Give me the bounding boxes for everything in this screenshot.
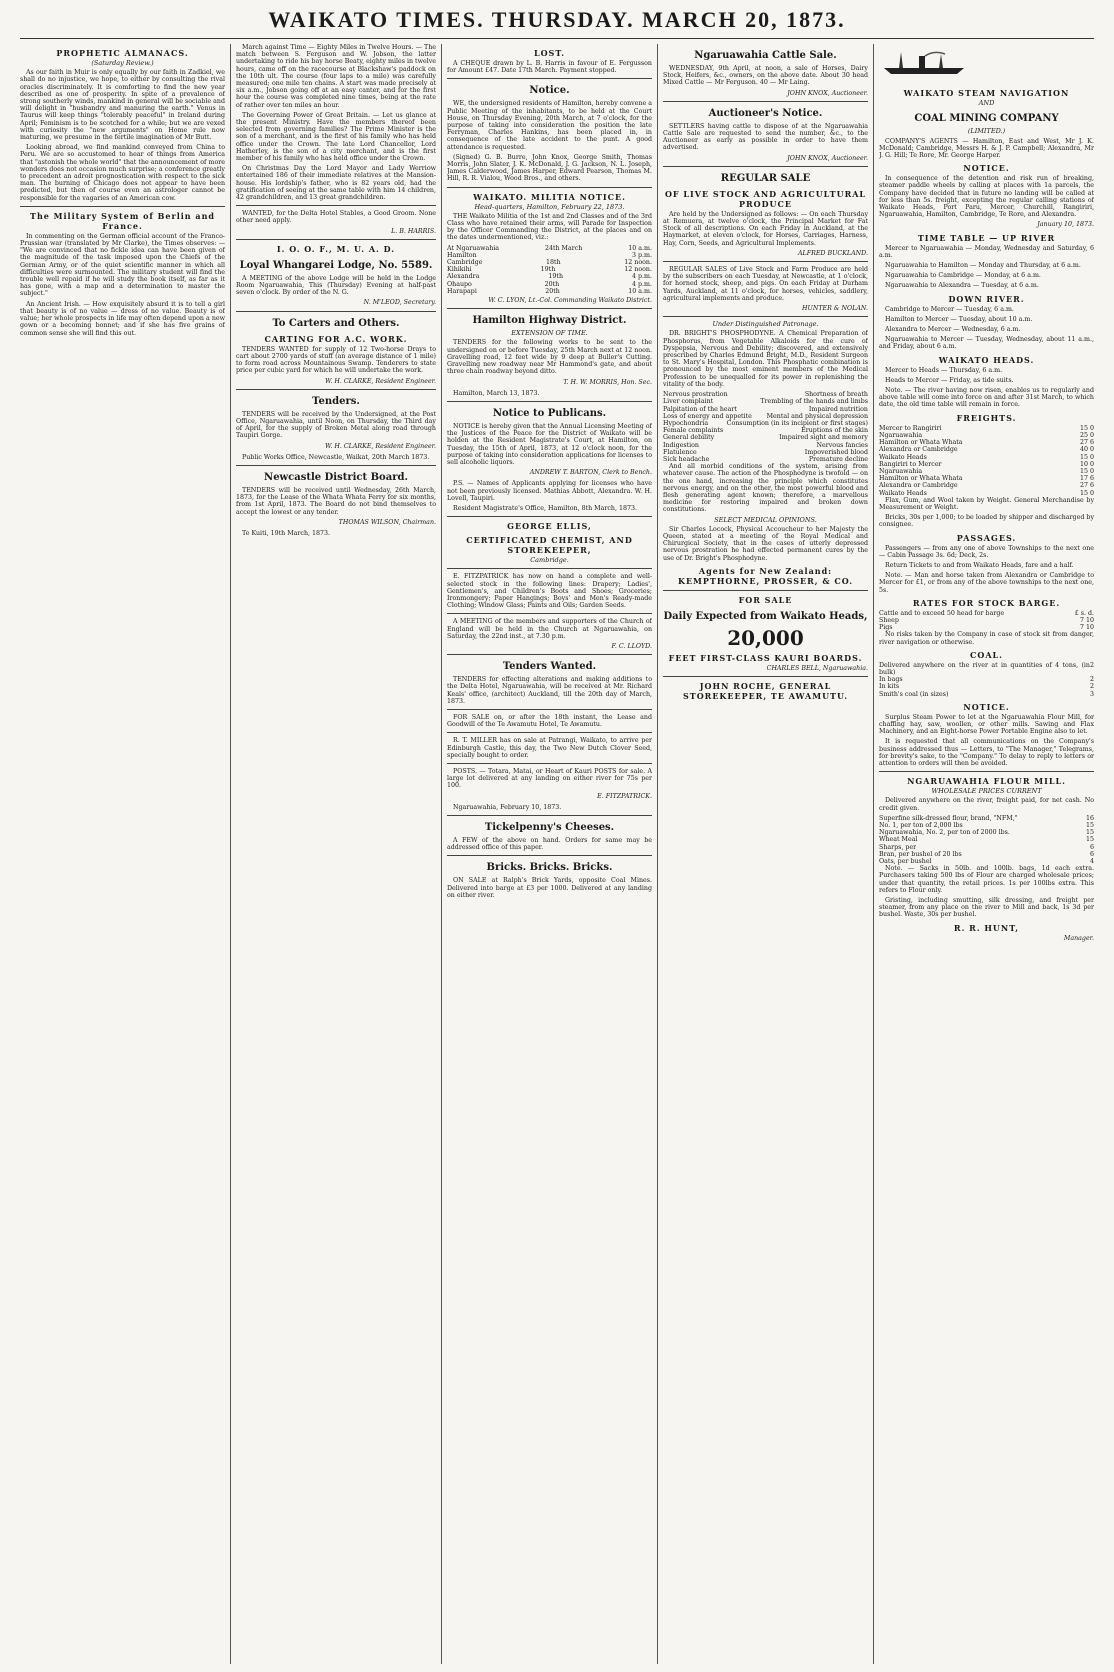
ad-heading: Tenders. [312,395,360,407]
ad-signature: JOHN ROCHE, GENERAL STOREKEEPER, TE AWAMUTU. [682,680,849,701]
list-item: Hamilton to Mercer — Tuesday, about 10 a.m. [885,315,1033,323]
divider [663,261,868,262]
ad-body: FOR SALE on, or after the 18th instant, the Lease and Goodwill of the Te Awamutu Hotel, Te Awamutu. [447,713,652,729]
ad-note: It is requested that all communications on the Company's business addressed thus — Letters, to "The Manager," Telegrams, for brevity's sake, to the "Company." To delay to reply to letters or attention to orders will then be avoided. [879,738,1094,767]
ad-body: E. FITZPATRICK has now on hand a complete and well-selected stock in the following lines: Drapery; Ladies', Gentlemen's, and Children's Boots and Shoes; Groceries; Ironmongery; Paper Hangings; Boys' and Men's Ready-made Clothing; Window Glass; Paints and Oils; Garden Seeds. [447,573,652,610]
table-row: In kits 2 [879,683,1094,691]
divider [663,166,868,167]
table-row: Hamilton 3 p.m. [447,251,652,259]
ad-heading: RATES FOR STOCK BARGE. [912,597,1061,608]
ad-signature: ALFRED BUCKLAND. [797,249,868,257]
divider [663,316,868,317]
article-heading: PROPHETIC ALMANACS. [56,48,189,58]
table-row: Wheat Meal 15 [879,836,1094,844]
coal-table [879,662,1094,698]
ad-title: CERTIFICATED CHEMIST, AND STOREKEEPER, [466,535,633,556]
list-item: Heads to Mercer — Friday, as tide suits. [885,376,1014,384]
ad-signature: F. C. LLOYD. [611,642,652,650]
ad-heading: WAIKATO HEADS. [938,354,1035,365]
ad-heading: REGULAR SALE [720,172,811,184]
table-row: Hamilton or Whata Whata 27 6 [879,439,1094,447]
column-5 [879,44,1094,1664]
divider [447,568,652,569]
table-row: Delivered anywhere on the river at in quantities of 4 tons, (in bulk) 2 [879,661,1094,676]
ad-subheading: OF LIVE STOCK AND AGRICULTURAL PRODUCE [664,188,867,209]
ad-title: Daily Expected from Waikato Heads, [663,610,868,622]
ad-heading: Newcastle District Board. [264,471,408,483]
table-row: Rangiriri to Mercer 10 0 [879,460,1094,468]
list-item: Ngaruawahia to Hamilton — Monday and Thursday, at 6 a.m. [885,262,1081,270]
ad-signature: ANDREW T. BARTON, Clerk to Bench. [529,469,652,477]
ad-heading: Tickelpenny's Cheeses. [484,822,615,834]
divider [447,654,652,655]
ad-signature: W. H. CLARKE, Resident Engineer. [324,442,436,450]
divider [236,239,436,240]
ad-body: TENDERS will be received by the Undersigned, at the Post Office, Ngaruawahia, until Noon, on Thursday, the Third day of April, for the supply of Broken Metal along road through Taupiri Gorge. [236,410,436,440]
ad-body: A FEW of the above on hand. Orders for same may be addressed office of this paper. [447,837,652,852]
masthead: WAIKATO TIMES. THURSDAY. MARCH 20, 1873. [268,7,846,32]
table-row: Bran, per bushel of 20 lbs 6 [879,850,1094,858]
ad-heading: DOWN RIVER. [948,293,1025,304]
table-row: Cambridge 18th 12 noon. [447,259,652,267]
table-row: Alexandra or Cambridge 27 6 [879,482,1094,490]
ad-note: Bricks, 30s per 1,000; to be loaded by shipper and discharged by consignee. [879,514,1094,529]
table-row: Mercer to Rangiriri 15 0 [879,424,1094,432]
ad-body: Delivered anywhere on the river, freight paid, for net cash. No credit given. [879,797,1094,812]
ad-heading: Ngaruawahia Cattle Sale. [694,50,837,61]
table-row: Ohaupo 20th 4 p.m. [447,280,652,288]
table-row: Ngaruawahia 25 0 [879,431,1094,439]
ad-heading: PASSAGES. [956,532,1017,543]
ad-note: Note. — Man and horse taken from Alexandra or Cambridge to Mercer for £1, or from any of the above townships to the next one, 5s. [879,572,1094,594]
ad-dateline: January 10, 1873. [1037,221,1094,229]
table-row: Harapapi 20th 10 a.m. [447,287,652,295]
ad-body: TENDERS WANTED for supply of 12 Two-horse Drays to cart about 2700 yards of stuff (an average distance of 1 mile) to form road across Mountainous Swamp. Tenderers to state price per cubic yard for which he will undertake the work. [236,345,436,375]
column-divider [230,44,231,1664]
ad-heading: NOTICE. [963,163,1010,174]
divider [236,465,436,466]
table-row: Alexandra or Cambridge 40 0 [879,446,1094,454]
ad-subheading: Cambridge. [530,556,569,565]
ad-heading: Notice. [529,85,570,97]
divider [663,676,868,677]
divider [879,771,1094,772]
column-1 [20,44,225,1664]
ad-body: Passengers — from any one of above Townships to the next one — Cabin Passage 3s. 6d; Deck, 2s. [879,544,1094,559]
ad-body: A CHEQUE drawn by L. B. Harris in favour of E. Fergusson for Amount £47. Date 17th March. Payment stopped. [447,60,652,75]
ad-body: TENDERS will be received until Wednesday, 26th March, 1873, for the Lease of the Whata Whata Ferry for six months, from 1st April, 1873. The Board do not bind themselves to accept the lowest or any tender. [236,486,436,516]
freight-table [879,425,1094,497]
symptom-list [663,391,868,463]
divider [447,308,652,309]
ad-body: WEDNESDAY, 9th April, at noon, a sale of Horses, Dairy Stock, Heifers, &c., owners, on the above date. About 30 head Mixed Cattle — Mr Ferguson. 40 — Mr Laing. [663,65,868,87]
columns [20,44,1094,1664]
table-row: Hamilton or Whata Whata 17 6 [879,475,1094,483]
company-name: AND [978,99,995,108]
article-paragraph: An Ancient Irish. — How exquisitely absurd it is to tell a girl that beauty is of no value — dress of no value. Beauty is of value; her whole prospects in life may often depend upon a new gown or a becoming bonnet; and if she has five grains of common sense she will find this out. [20,300,225,337]
table-row: Waikato Heads 15 0 [879,453,1094,461]
ad-body: A MEETING of the members and supporters of the Church of England will be held in the Church at Ngaruawahia, on Saturday, the 22nd inst., at 7.30 p.m. [447,618,652,640]
company-name: COAL MINING COMPANY [914,113,1059,125]
ad-body: COMPANY'S AGENTS — Hamilton, East and West, Mr J. K. McDonald; Cambridge, Messrs H. & J. P. Campbell; Alexandra, Mr J. G. Hill; Te Rore, Mr. George Harper. [879,137,1094,160]
table-row: In bags 2 [879,676,1094,684]
ad-title: Loyal Whangarei Lodge, No. 5589. [239,259,433,271]
ad-heading: To Carters and Others. [272,317,400,329]
list-item: Palpitation of the heart Impaired nutrition [663,405,868,413]
divider [236,389,436,390]
ad-signature: JOHN KNOX, Auctioneer. [787,154,868,162]
ad-heading: FOR SALE [738,594,793,605]
ad-heading: NGARUAWAHIA FLOUR MILL. [907,776,1066,787]
ad-subheading: FEET FIRST-CLASS KAURI BOARDS. [668,652,863,663]
column-3 [447,44,652,1664]
ad-agents: Agents for New Zealand: KEMPTHORNE, PROSSER, & CO. [677,565,854,586]
ad-body: And all morbid conditions of the system, arising from whatever cause. The action of the Phosphodyne is twofold — on the one hand, increasing the principle which constitutes nervous energy, and on the other, the most powerful blood and flesh generating agent known; therefore, a marvellous medicine for restoring impaired and broken down constitutions. [663,463,868,514]
ad-body: NOTICE is hereby given that the Annual Licensing Meeting of the Justices of the Peace for the District of Waikato will be holden at the Resident Magistrate's Court, at Hamilton, on Tuesday, the 15th of April, 1873, at 12 o'clock noon, for the purpose of taking into consideration applications for licenses to sell alcoholic liquors. [447,422,652,466]
article-heading: The Military System of Berlin and France. [29,210,215,231]
militia-table [447,245,652,295]
ad-body: WE, the undersigned residents of Hamilton, hereby convene a Public Meeting of the inhabitants, to be held at the Court House, on Thursday Evening, 20th March, at 7 o'clock, for the purpose of taking into consideration the position the late Ferryman, Charles Hankins, has been placed in, in consequence of the late accident to the punt. A good attendance is requested. [447,100,652,151]
ad-note: Gristing, including smutting, silk dressing, and freight per steamer, from any place on the river to Mill and back, 1s 3d per bushel. Waste, 30s per bushel. [879,897,1094,919]
ad-heading: Notice to Publicans. [492,407,607,419]
table-row: Smith's coal (in sizes) 3 [879,690,1094,698]
ad-body: TENDERS for effecting alterations and making additions to the Delta Hotel, Ngaruawahia, will be received at Mr. Richard Keals' office, (architect) Auckland, till the 20th day of March, 1873. [447,676,652,705]
table-row: Cattle and to exceed 50 head for barge £ s. d. [879,609,1094,617]
company-name: (LIMITED.) [967,127,1006,136]
ad-dateline: Hamilton, March 13, 1873. [453,389,540,397]
divider [447,78,652,79]
column-divider [873,44,874,1664]
ad-heading: TIME TABLE — UP RIVER [917,232,1056,243]
divider [447,815,652,816]
table-row: Pigs 7 10 [879,624,1094,632]
ad-heading: LOST. [533,48,566,58]
table-row: Kihikihi 19th 12 noon. [447,266,652,274]
article-paragraph: As our faith in Muir is only equally by our faith in Zadkiel, we shall do no injustice, we hope, to either by consulting the rival oracles discriminately. It is comforting to find the new year described as one of prosperity. In spite of a prevalence of strong southerly winds, mankind in general will be sociable and will delight in "husbandry and manuring the earth." Venus in Taurus will keep things "tolerably peaceful" in Ireland during April; Feminism is to be scotched for a while; but we are vexed with curiosity the "new arguments" on Home rule now maturing, we presume in the fertile imagination of Mr Butt. [20,69,225,142]
column-2 [236,44,436,1664]
ad-dateline: Te Kuiti, 19th March, 1873. [242,529,331,537]
ad-signature-role: Manager. [1063,934,1094,942]
divider [447,187,652,188]
list-item: Ngaruawahia to Cambridge — Monday, at 6 a.m. [885,272,1041,280]
column-divider [657,44,658,1664]
list-item: Indigestion Nervous fancies [663,441,868,449]
ad-heading: FREIGHTS. [956,412,1017,423]
ad-subheading: WHOLESALE PRICES CURRENT [931,787,1042,796]
column-divider [441,44,442,1664]
table-row: Ngaruawahia, No. 2, per ton of 2000 lbs. 15 [879,829,1094,837]
ad-body: ON SALE at Ralph's Brick Yards, opposite Coal Mines. Delivered into barge at £3 per 1000. Delivered at any landing on either river. [447,877,652,899]
ad-heading: Tenders Wanted. [502,661,597,673]
table-row: Waikato Heads 15 0 [879,489,1094,497]
list-item: Female complaints Eruptions of the skin [663,427,868,435]
table-row: Superfine silk-dressed flour, brand, "NFM," 16 [879,814,1094,822]
table-row: Oats, per bushel 4 [879,858,1094,866]
table-row: Alexandra 19th 4 p.m. [447,273,652,281]
list-item: Loss of energy and appetite Mental and physical depression [663,412,868,420]
list-item: Ngaruawahia to Mercer — Tuesday, Wednesday, about 11 a.m., and Friday, about 6 a.m. [879,336,1094,351]
ad-signature: N. M'LEOD, Secretary. [363,299,436,307]
list-item: Mercer to Ngaruawahia — Monday, Wednesday and Saturday, 6 a.m. [879,244,1094,259]
ad-body: REGULAR SALES of Live Stock and Farm Produce are held by the subscribers on each Tuesday, at Newcastle, at 1 o'clock, for horned stock, sheep, and pigs. On each Friday at Durham Yards, Auckland, at 11 o'clock, for horses, vehicles, saddlery, agricultural implements and produce. [663,266,868,302]
ad-signature: JOHN KNOX, Auctioneer. [787,89,868,97]
ad-subheading: Under Distinguished Patronage. [712,320,819,329]
column-4 [663,44,868,1664]
masthead-rule [20,38,1094,39]
ad-body: TENDERS for the following works to be sent to the undersigned on or before Tuesday, 25th March next at 12 noon. Gravelling road, 12 feet wide by 9 deep at Buller's Cutting. Gravelling new roadway near Mr Hammond's gate, and about three chain roadway beyond ditto. [447,339,652,376]
ad-body: DR. BRIGHT'S PHOSPHODYNE. A Chemical Preparation of Phosphorus, from Vegetable Alkaloids for the cure of Dyspepsia, Nervous and Debility; discovered, and extensively prescribed by Charles Edmund Bright, M.D., Resident Surgeon to St. Mary's Hospital, London. This Phosphatic combination is pronounced by the most eminent members of the Medical Profession to be unequalled for its power in replenishing the vitality of the body. [663,330,868,388]
article-paragraph: March against Time — Eighty Miles in Twelve Hours. — The match between S. Ferguson and W. Jobson, the latter undertaking to ride his bay horse Beaty, eighty miles in twelve hours, came off on the racecourse at Blackshaw's paddock on the 10th ult. The course (four laps to a mile) was carefully measured; one mile ten chains. A start was made precisely at six a.m., Jobson going off at an easy canter, and for the first hour the course was completed nine times, being at the rate of rather over ten miles an hour. [236,44,436,109]
ad-dateline: Resident Magistrate's Office, Hamilton, 8th March, 1873. [453,504,637,512]
divider [447,763,652,764]
table-row: Ngaruawahia 15 0 [879,467,1094,475]
ad-signature: E. FITZPATRICK. [597,792,652,800]
ad-body: POSTS. — Totara, Matai, or Heart of Kauri POSTS for sale. A large lot delivered at any landing on either river for 75s per 100. [447,768,652,790]
article-subheading: (Saturday Review.) [91,59,154,67]
ad-heading: Hamilton Highway District. [472,315,627,327]
divider [663,101,868,102]
ad-subheading: EXTENSION OF TIME. [511,329,588,338]
ad-heading: WAIKATO. MILITIA NOTICE. [473,191,626,202]
ad-signature: HUNTER & NOLAN. [802,305,868,313]
divider [663,590,868,591]
table-row: No. 1, per ton of 2,000 lbs 15 [879,822,1094,830]
list-item: General debility Impaired sight and memory [663,434,868,442]
ad-signature: CHARLES BELL, Ngaruawahia. [766,664,868,672]
list-item: Liver complaint Trembling of the hands and limbs [663,398,868,406]
ad-body: THE Waikato Militia of the 1st and 2nd Classes and of the 3rd Class who have retained their arms, will Parade for Inspection by the Officer Commanding the District, at the places and on the dates undermentioned, viz.: [447,212,652,242]
ad-subheading: Head-quarters, Hamilton, February 22, 1873. [474,202,625,211]
list-item: Ngaruawahia to Alexandra — Tuesday, at 6 a.m. [885,282,1039,290]
ad-note: Return Tickets to and from Waikato Heads, fare and a half. [885,561,1074,569]
article-paragraph: In commenting on the German official account of the Franco-Prussian war (translated by Mr Clarke), the Times observes: — "We are convinced that no fickle idea can have been given of the magnitude of the task imposed upon the Chiefs of the German Army, or of the quiet scientific manner in which all difficulties were surmounted. The military student will find the trouble well repaid if he will study the book itself, as far as it has gone, with a map and a determination to master the subject." [20,232,225,298]
ad-signature: R. R. HUNT, [953,922,1020,933]
ad-note: No risks taken by the Company in case of stock sit from danger, river navigation or otherwise. [879,631,1094,646]
table-row: Sheep 7 10 [879,616,1094,624]
divider [236,311,436,312]
ad-body: A MEETING of the above Lodge will be held in the Lodge Room Ngaruawahia, This (Thursday) Evening at half-past seven o'clock. By order of the N. G. [236,274,436,297]
list-item: Mercer to Heads — Thursday, 6 a.m. [885,366,1003,374]
divider [447,732,652,733]
ad-body: WANTED, for the Delta Hotel Stables, a Good Groom. None other need apply. [236,210,436,225]
ad-signature: W. H. CLARKE, Resident Engineer. [324,377,436,385]
list-item: Alexandra to Mercer — Wednesday, 6 a.m. [885,326,1021,334]
ad-signature: L. B. HARRIS. [391,227,436,235]
ad-note: Note. — Sacks in 50lb. and 100lb. bags, 1d each extra. Purchasers taking 500 lbs of Flour are charged wholesale prices; under that quantity, the retail prices. 1s per 100lbs extra. This refers to Flour only. [879,865,1094,894]
article-paragraph: On Christmas Day the Lord Mayor and Lady Werriow entertained 186 of their immediate relatives at the Mansion-house. His lordship's father, who is 82 years old, had the gratification of seeing at the same table with him 14 children, 42 grandchildren, and 13 great grandchildren. [236,165,436,202]
ad-note: Flax, Gum, and Wool taken by Weight. General Merchandise by Measurement or Weight. [879,496,1094,511]
ad-heading: COAL. [970,649,1003,660]
divider [447,613,652,614]
divider [447,855,652,856]
table-row: Sharps, per 6 [879,843,1094,851]
article-paragraph: The Governing Power of Great Britain. — Let us glance at the present Ministry. Have the members thereof been selected from governing families? The Prime Minister is the son of a merchant, and is the first of his family who has held office under the Crown. The late Lord Chancellor, Lord Hatherley, is the son of a city merchant, and is the first member of his family who has held office under the Crown. [236,111,436,163]
ad-note: Note. — The river having now risen, enables us to regularly and above table will come into force on and after 31st March, to which date, the old time table will remain in force. [879,387,1094,409]
steamship-icon [879,50,969,76]
ad-heading: NOTICE. [963,701,1010,712]
ad-signatories: (Signed) G. B. Burre, John Knox, George Smith, Thomas Morris, John Slater, J. K. McDonald, J. G. Jackson, N. L. Joseph, James Calderwood, James Harper, Edward Pearson, Thomas M. Hill, R. R. Vialou, Wood Bros., and others. [447,153,652,183]
list-item: Nervous prostration Shortness of breath [663,391,868,399]
ad-heading: I. O. O. F., M. U. A. D. [276,243,396,254]
ad-heading: Bricks. Bricks. Bricks. [486,862,613,874]
ad-heading: Auctioneer's Notice. [708,107,823,119]
ad-dateline: Public Works Office, Newcastle, Waikat, 20th March 1873. [242,453,430,461]
divider [20,206,225,207]
ad-subheading: SELECT MEDICAL OPINIONS. [714,515,817,524]
ad-body: Surplus Steam Power to let at the Ngaruawahia Flour Mill, for chaffing hay, saw, woollen, or other mills. Sawing and Flax Machinery, and an Eight-horse Power Portable Engine also to let. [879,713,1094,736]
ad-signature: W. C. LYON, Lt.-Col. Commanding Waikato District. [488,297,652,305]
article-paragraph: Looking abroad, we find mankind conveyed from China to Peru. We are so accustomed to hear of things from America that "astonish the whole world" that the announcement of more wonders does not occasion much surprise; a conference greatly to precedent an adroit prognostication with respect to the sick man. The burning of Chicago does not appear to have been predicted, but then of course even an astrologer cannot be responsible for the vagaries of an American cow. [20,144,225,202]
ad-heading: GEORGE ELLIS, [507,521,592,532]
ad-body: R. T. MILLER has on sale at Patrangi, Waikato, to arrive per Edinburgh Castle, this day, the Two New Dutch Clover Seed, specially bought to order. [447,737,652,759]
ad-body: SETTLERS having cattle to dispose of at the Ngaruawahia Cattle Sale are requested to send the number, &c., to the Auctioneer as early as possible in order to have them advertised. [663,122,868,152]
ad-body: In consequence of the detention and risk run of breaking, steamer paddle wheels by calling at places with 1a parcels, the Company have decided that in future no landing will be called at for less than 5s. freight, excepting the regular calling stations of Waikato Heads, Port Paru, Mercer, Churchill, Rangiriri, Ngaruawahia, Hamilton, Cambridge, Te Rore, and Alexandra. [879,175,1094,219]
list-item: Flatulence Impoverished blood [663,448,868,456]
ad-body: Are held by the Undersigned as follows: — On each Thursday at Remuera, at twelve o'clock, the Principal Market for Fat Stock of all descriptions. On each Friday in Auckland, at the Haymarket, at eleven o'clock, for Horses, Carriages, Harness, Hay, Corn, Seeds, and Agricultural Implements. [663,210,868,247]
price-table [879,815,1094,865]
ad-dateline: Ngaruawahia, February 10, 1873. [453,803,562,811]
ad-signature: THOMAS WILSON, Chairman. [338,518,436,526]
kauri-number: 20,000 [727,625,804,650]
ad-postscript: P.S. — Names of Applicants applying for licenses who have not been previously licensed. Mathias Abbott, Alexandra. W. H. Lovell, Taupiri. [447,480,652,502]
list-item: Cambridge to Mercer — Tuesday, 6 a.m. [885,305,1014,313]
divider [236,205,436,206]
company-name: WAIKATO STEAM NAVIGATION [903,88,1070,99]
divider [447,516,652,517]
list-item: Sick headache Premature decline [663,455,868,463]
ad-signature: T. H. W. MORRIS, Hon. Sec. [563,378,652,386]
rates-table [879,610,1094,632]
ad-body: Sir Charles Locock, Physical Accoucheur to her Majesty the Queen, stated at a meeting of the Royal Medical and Chirurgical Society, that in the cases of utterly depressed nervous prostration he had effected permanent cures by the use of Dr. Bright's Phosphodyne. [663,525,868,562]
divider [447,401,652,402]
list-item: Hypochondria Consumption (in its incipient or first stages) [663,419,868,427]
divider [447,709,652,710]
table-row: At Ngaruawahia 24th March 10 a.m. [447,244,652,252]
ad-title: CARTING FOR A.C. WORK. [264,333,408,344]
